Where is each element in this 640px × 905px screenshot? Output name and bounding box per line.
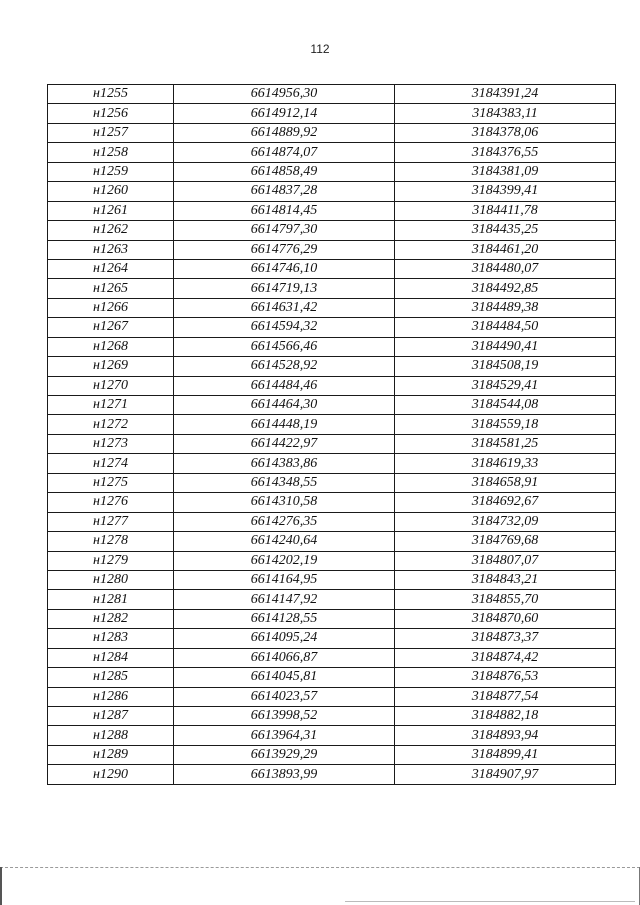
- point-id-cell: н1257: [48, 123, 174, 142]
- table-row: [48, 376, 616, 395]
- y-coordinate-cell: 3184383,11: [395, 104, 616, 123]
- point-id-cell: н1287: [48, 707, 174, 726]
- y-coordinate-cell: 3184411,78: [395, 201, 616, 220]
- x-coordinate-cell: 6614240,64: [174, 532, 395, 551]
- x-coordinate-cell: 6614889,92: [174, 123, 395, 142]
- point-id-cell: н1264: [48, 259, 174, 278]
- point-id-cell: н1268: [48, 337, 174, 356]
- y-coordinate-cell: 3184581,25: [395, 434, 616, 453]
- y-coordinate-cell: 3184876,53: [395, 668, 616, 687]
- y-coordinate-cell: 3184769,68: [395, 532, 616, 551]
- x-coordinate-cell: 6613929,29: [174, 745, 395, 764]
- x-coordinate-cell: 6614594,32: [174, 318, 395, 337]
- table-row: [48, 221, 616, 240]
- table-row: [48, 648, 616, 667]
- point-id-cell: н1284: [48, 648, 174, 667]
- x-coordinate-cell: 6614956,30: [174, 85, 395, 104]
- table-row: [48, 415, 616, 434]
- y-coordinate-cell: 3184874,42: [395, 648, 616, 667]
- y-coordinate-cell: 3184378,06: [395, 123, 616, 142]
- table-row: [48, 123, 616, 142]
- table-row: [48, 240, 616, 259]
- x-coordinate-cell: 6614348,55: [174, 473, 395, 492]
- coordinates-table-body: [48, 85, 616, 785]
- y-coordinate-cell: 3184376,55: [395, 143, 616, 162]
- table-row: [48, 532, 616, 551]
- table-row: [48, 454, 616, 473]
- x-coordinate-cell: 6613893,99: [174, 765, 395, 784]
- table-row: [48, 357, 616, 376]
- point-id-cell: н1275: [48, 473, 174, 492]
- x-coordinate-cell: 6614464,30: [174, 396, 395, 415]
- table-row: [48, 609, 616, 628]
- y-coordinate-cell: 3184381,09: [395, 162, 616, 181]
- y-coordinate-cell: 3184658,91: [395, 473, 616, 492]
- x-coordinate-cell: 6614422,97: [174, 434, 395, 453]
- x-coordinate-cell: 6614814,45: [174, 201, 395, 220]
- y-coordinate-cell: 3184877,54: [395, 687, 616, 706]
- x-coordinate-cell: 6614448,19: [174, 415, 395, 434]
- y-coordinate-cell: 3184692,67: [395, 493, 616, 512]
- y-coordinate-cell: 3184807,07: [395, 551, 616, 570]
- point-id-cell: н1265: [48, 279, 174, 298]
- table-row: [48, 337, 616, 356]
- point-id-cell: н1255: [48, 85, 174, 104]
- x-coordinate-cell: 6614045,81: [174, 668, 395, 687]
- point-id-cell: н1280: [48, 570, 174, 589]
- x-coordinate-cell: 6614858,49: [174, 162, 395, 181]
- x-coordinate-cell: 6614566,46: [174, 337, 395, 356]
- table-row: [48, 162, 616, 181]
- point-id-cell: н1256: [48, 104, 174, 123]
- coordinates-table-container: [47, 84, 614, 785]
- page-number: 112: [310, 42, 330, 56]
- x-coordinate-cell: 6614023,57: [174, 687, 395, 706]
- x-coordinate-cell: 6614147,92: [174, 590, 395, 609]
- table-row: [48, 279, 616, 298]
- x-coordinate-cell: 6613998,52: [174, 707, 395, 726]
- y-coordinate-cell: 3184399,41: [395, 182, 616, 201]
- point-id-cell: н1258: [48, 143, 174, 162]
- table-row: [48, 473, 616, 492]
- point-id-cell: н1288: [48, 726, 174, 745]
- x-coordinate-cell: 6614066,87: [174, 648, 395, 667]
- table-row: [48, 396, 616, 415]
- y-coordinate-cell: 3184855,70: [395, 590, 616, 609]
- y-coordinate-cell: 3184529,41: [395, 376, 616, 395]
- y-coordinate-cell: 3184508,19: [395, 357, 616, 376]
- point-id-cell: н1271: [48, 396, 174, 415]
- point-id-cell: н1274: [48, 454, 174, 473]
- point-id-cell: н1277: [48, 512, 174, 531]
- table-row: [48, 590, 616, 609]
- table-row: [48, 687, 616, 706]
- scan-edge-left: [0, 867, 2, 905]
- table-row: [48, 434, 616, 453]
- x-coordinate-cell: 6614202,19: [174, 551, 395, 570]
- x-coordinate-cell: 6614276,35: [174, 512, 395, 531]
- x-coordinate-cell: 6614912,14: [174, 104, 395, 123]
- y-coordinate-cell: 3184480,07: [395, 259, 616, 278]
- y-coordinate-cell: 3184492,85: [395, 279, 616, 298]
- point-id-cell: н1281: [48, 590, 174, 609]
- x-coordinate-cell: 6614310,58: [174, 493, 395, 512]
- point-id-cell: н1273: [48, 434, 174, 453]
- table-row: [48, 512, 616, 531]
- table-row: [48, 318, 616, 337]
- point-id-cell: н1261: [48, 201, 174, 220]
- table-row: [48, 493, 616, 512]
- point-id-cell: н1276: [48, 493, 174, 512]
- point-id-cell: н1270: [48, 376, 174, 395]
- y-coordinate-cell: 3184907,97: [395, 765, 616, 784]
- table-row: [48, 570, 616, 589]
- point-id-cell: н1262: [48, 221, 174, 240]
- coordinates-table: [47, 84, 616, 785]
- y-coordinate-cell: 3184461,20: [395, 240, 616, 259]
- x-coordinate-cell: 6614095,24: [174, 629, 395, 648]
- point-id-cell: н1272: [48, 415, 174, 434]
- x-coordinate-cell: 6614631,42: [174, 298, 395, 317]
- point-id-cell: н1283: [48, 629, 174, 648]
- x-coordinate-cell: 6614837,28: [174, 182, 395, 201]
- point-id-cell: н1279: [48, 551, 174, 570]
- point-id-cell: н1290: [48, 765, 174, 784]
- table-row: [48, 551, 616, 570]
- y-coordinate-cell: 3184873,37: [395, 629, 616, 648]
- point-id-cell: н1289: [48, 745, 174, 764]
- footer-divider: [0, 867, 640, 868]
- table-row: [48, 201, 616, 220]
- point-id-cell: н1282: [48, 609, 174, 628]
- table-row: [48, 726, 616, 745]
- point-id-cell: н1269: [48, 357, 174, 376]
- table-row: [48, 765, 616, 784]
- x-coordinate-cell: 6614776,29: [174, 240, 395, 259]
- table-row: [48, 104, 616, 123]
- table-row: [48, 143, 616, 162]
- x-coordinate-cell: 6614797,30: [174, 221, 395, 240]
- point-id-cell: н1266: [48, 298, 174, 317]
- point-id-cell: н1263: [48, 240, 174, 259]
- x-coordinate-cell: 6614874,07: [174, 143, 395, 162]
- y-coordinate-cell: 3184619,33: [395, 454, 616, 473]
- y-coordinate-cell: 3184870,60: [395, 609, 616, 628]
- point-id-cell: н1259: [48, 162, 174, 181]
- point-id-cell: н1278: [48, 532, 174, 551]
- table-row: [48, 668, 616, 687]
- y-coordinate-cell: 3184559,18: [395, 415, 616, 434]
- table-row: [48, 745, 616, 764]
- point-id-cell: н1260: [48, 182, 174, 201]
- y-coordinate-cell: 3184843,21: [395, 570, 616, 589]
- x-coordinate-cell: 6614128,55: [174, 609, 395, 628]
- table-row: [48, 85, 616, 104]
- x-coordinate-cell: 6614719,13: [174, 279, 395, 298]
- x-coordinate-cell: 6614528,92: [174, 357, 395, 376]
- y-coordinate-cell: 3184391,24: [395, 85, 616, 104]
- y-coordinate-cell: 3184882,18: [395, 707, 616, 726]
- x-coordinate-cell: 6614746,10: [174, 259, 395, 278]
- y-coordinate-cell: 3184893,94: [395, 726, 616, 745]
- point-id-cell: н1285: [48, 668, 174, 687]
- scan-edge-bottom: [345, 901, 635, 902]
- x-coordinate-cell: 6614484,46: [174, 376, 395, 395]
- table-row: [48, 259, 616, 278]
- table-row: [48, 182, 616, 201]
- y-coordinate-cell: 3184489,38: [395, 298, 616, 317]
- x-coordinate-cell: 6614383,86: [174, 454, 395, 473]
- y-coordinate-cell: 3184544,08: [395, 396, 616, 415]
- table-row: [48, 298, 616, 317]
- table-row: [48, 707, 616, 726]
- table-row: [48, 629, 616, 648]
- y-coordinate-cell: 3184484,50: [395, 318, 616, 337]
- x-coordinate-cell: 6614164,95: [174, 570, 395, 589]
- y-coordinate-cell: 3184732,09: [395, 512, 616, 531]
- point-id-cell: н1267: [48, 318, 174, 337]
- y-coordinate-cell: 3184490,41: [395, 337, 616, 356]
- point-id-cell: н1286: [48, 687, 174, 706]
- x-coordinate-cell: 6613964,31: [174, 726, 395, 745]
- y-coordinate-cell: 3184435,25: [395, 221, 616, 240]
- y-coordinate-cell: 3184899,41: [395, 745, 616, 764]
